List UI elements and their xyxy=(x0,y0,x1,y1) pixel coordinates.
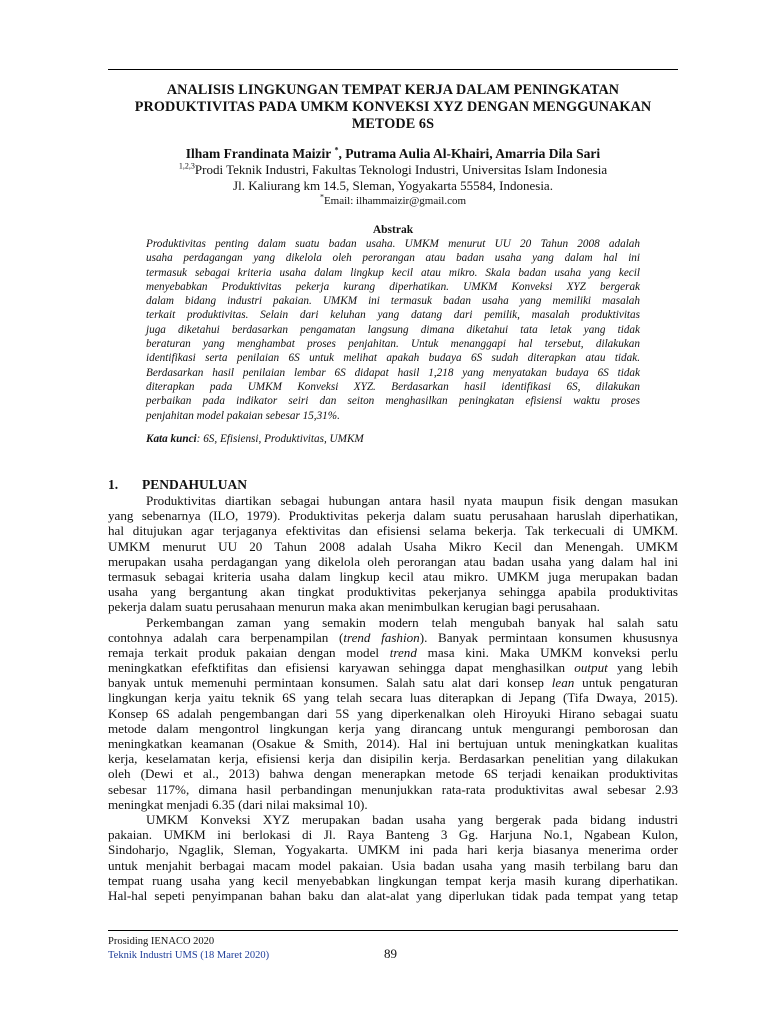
title-line: ANALISIS LINGKUNGAN TEMPAT KERJA DALAM PENINGKATAN xyxy=(166,82,620,98)
section-title: PENDAHULUAN xyxy=(142,477,248,492)
body-line: meningkatkan keamanan (Osakue & Smith, 2014). Hal ini bertujuan untuk meningkatkan kualitas xyxy=(108,736,678,751)
keywords-label: Kata kunci xyxy=(146,433,197,445)
affiliation-line: Prodi Teknik Industri, Fakultas Teknologi Industri, Universitas Islam Indonesia xyxy=(194,162,608,177)
footer-conference: Prosiding IENACO 2020 xyxy=(108,936,215,947)
body-line: Hal-hal sepeti penyimpanan bahan baku dan alat-alat yang diperlukan tidak pada tempat yang tetap xyxy=(108,887,678,903)
affiliation-sup: 1,2,3 xyxy=(178,161,195,171)
abstract-line: Berdasarkan hasil penilaian lembar 6S didapat hasil 1,218 yang menyatakan budaya 6S tidak xyxy=(146,366,640,379)
body-line: hal ditujukan agar terjaganya efektivitas dan efisiensi selama bekerja. Tak terkecuali di UMKM. xyxy=(108,523,678,539)
body-line: remaja terkait produk pakaian dengan model trend masa kini. Maka UMKM konveksi perlu xyxy=(108,644,678,660)
body-line: Sindoharjo, Ngaglik, Sleman, Yogyakarta. UMKM ini pada hari kerja biasanya menerima order xyxy=(108,842,678,858)
body-line: untuk menjahit berbagai macam model pakaian. Usia badan usaha yang masih terbilang baru dan xyxy=(108,857,678,873)
author-list xyxy=(108,145,678,162)
body-line: banyak untuk memenuhi permintaan konsumen. Salah satu alat dari konsep lean untuk pengaturan xyxy=(108,675,678,691)
abstract-line: dalam bidang industri pakaian. UMKM ini termasuk badan usaha yang memiliki masalah xyxy=(146,295,640,308)
body-line: termasuk sebagai kriteria usaha dalam lingkup kecil atau mikro. UMKM juga merupakan badan xyxy=(108,568,678,584)
body-line: meningkat menjadi 6.35 (dari nilai maksimal 10). xyxy=(108,796,368,812)
page-number: 89 xyxy=(384,946,397,961)
abstract-heading: Abstrak xyxy=(372,224,414,236)
footer-university: Teknik Industri UMS (18 Maret 2020) xyxy=(108,950,270,961)
abstract-line: menyebabkan Produktivitas pekerja kurang diperhatikan. UMKM Konveksi XYZ bergerak xyxy=(146,280,640,293)
body-text xyxy=(108,493,678,903)
body-line: Perkembangan zaman yang semakin modern telah mengubah banyak hal salah satu xyxy=(146,614,678,630)
body-line: kerja, keselamatan kerja, efisiensi kerja dan disipilin kerja. Berdasarkan penelitian yang dilakukan xyxy=(108,751,678,767)
affiliation xyxy=(108,162,678,194)
abstract-line: beraturan yang menghambat proses penjahitan. Untuk menanggapi hal tersebut, dilakukan xyxy=(146,338,640,351)
paper-title xyxy=(108,82,678,133)
section-number: 1. xyxy=(108,477,119,492)
body-line: lingkungan kerja yaitu teknik 6S yang telah secara luas diterapkan di Jepang (Tifa Dwaya, 2015). xyxy=(108,690,678,706)
section-heading xyxy=(108,477,247,493)
email-sup: * xyxy=(319,192,324,202)
body-line: pekerja dalam suatu perusahaan menurun maka akan menimbulkan kerugian bagi perusahaan. xyxy=(108,599,600,615)
abstract-line: termasuk sebagai kriteria usaha dalam lingkup kecil atau mikro. Skala badan usaha yang kecil xyxy=(146,266,640,279)
body-line: yang sebenarnya (ILO, 1979). Produktivitas pekerja dalam suatu perusahaan haruslah diperhatikan, xyxy=(108,508,678,524)
body-line: UMKM menurut UU 20 Tahun 2008 adalah Usaha Mikro Kecil dan Menengah. UMKM xyxy=(108,538,678,554)
body-line: pakaian. UMKM ini berlokasi di Jl. Raya Banteng 3 Gg. Harjuna No.1, Ngabean Kulon, xyxy=(108,827,678,843)
body-line: oleh (Dewi et al., 2013) bahwa dengan menerapkan metode 6S terjadi kenaikan produktivitas xyxy=(108,766,678,782)
coauthors: , Putrama Aulia Al-Khairi, Amarria Dila Sari xyxy=(338,146,601,161)
keywords xyxy=(146,432,640,446)
abstract-line: perbaikan pada indikator seiri dan seiton menghasilkan peningkatan efisiensi waktu proses xyxy=(146,395,640,408)
body-line: merupakan usaha perdagangan yang dikelola oleh perorangan atau badan usaha yang dalam hal ini xyxy=(108,553,678,569)
body-line: sebesar 117%, dimana hasil perbandingan menunjukkan rata-rata produktivitas awal sebesar 2.93 xyxy=(108,781,678,797)
top-rule xyxy=(108,69,678,70)
abstract-line: identifikasi serta penilaian 6S untuk melihat apakah budaya 6S sudah diterapkan atau tidak. xyxy=(146,352,640,365)
abstract-body xyxy=(146,237,640,423)
body-line: meningkatkan efefktifitas dan efisiensi karyawan sehingga dapat menghasilkan output yang lebih xyxy=(108,660,678,676)
address-line: Jl. Kaliurang km 14.5, Sleman, Yogyakarta 55584, Indonesia. xyxy=(233,178,553,193)
email-line xyxy=(108,194,678,208)
body-line: tempat ruang usaha yang kecil menyebabkan lingkungan tempat kerja masih kurang diperhatikan. xyxy=(108,872,678,888)
abstract-line: diterapkan pada UMKM Konveksi XYZ. Berdasarkan hasil identifikasi 6S, dilakukan xyxy=(146,380,640,393)
keywords-text: : 6S, Efisiensi, Produktivitas, UMKM xyxy=(196,433,364,445)
abstract-line: terkait produktivitas. Selain dari keluhan yang datang dari pemilik, masalah produktivitas xyxy=(146,309,640,322)
title-line: PRODUKTIVITAS PADA UMKM KONVEKSI XYZ DENGAN MENGGUNAKAN xyxy=(134,99,652,115)
body-line: Konsep 6S adalah pengembangan dari 5S yang diperkenalkan oleh Hiroyuki Hirano sebagai suatu xyxy=(108,705,678,721)
body-line: usaha yang bergantung akan tingkat produktivitas pekerjanya sehingga apabila produktivitas xyxy=(108,584,678,600)
abstract-line: Produktivitas penting dalam suatu badan usaha. UMKM menurut UU 20 Tahun 2008 adalah xyxy=(146,238,640,250)
abstract-line: usaha perdagangan yang dikelola oleh perorangan atau badan usaha yang dalam hal ini xyxy=(146,252,640,265)
body-line: metode dalam mengontrol lingkungan kerja yang dirancang untuk mengurangi pemborosan dan xyxy=(108,720,678,736)
author-name: Ilham Frandinata Maizir xyxy=(185,146,332,161)
corresponding-mark: * xyxy=(334,145,339,155)
body-line: Produktivitas diartikan sebagai hubungan antara hasil nyata maupun fisik dengan masukan xyxy=(146,493,678,508)
footer-rule xyxy=(108,930,678,931)
email-text: Email: ilhammaizir@gmail.com xyxy=(323,195,467,207)
abstract-line: juga diketahui berdasarkan pengamatan langsung dimana diketahui tata letak yang tidak xyxy=(146,323,640,336)
title-line: METODE 6S xyxy=(351,116,435,132)
body-line: contohnya adalah cara berpenampilan (trend fashion). Banyak permintaan konsumen khususnya xyxy=(108,629,678,645)
body-line: UMKM Konveksi XYZ merupakan badan usaha yang bergerak pada bidang industri xyxy=(146,811,678,827)
abstract-line: penjahitan model pakaian sebesar 15,31%. xyxy=(146,409,340,422)
